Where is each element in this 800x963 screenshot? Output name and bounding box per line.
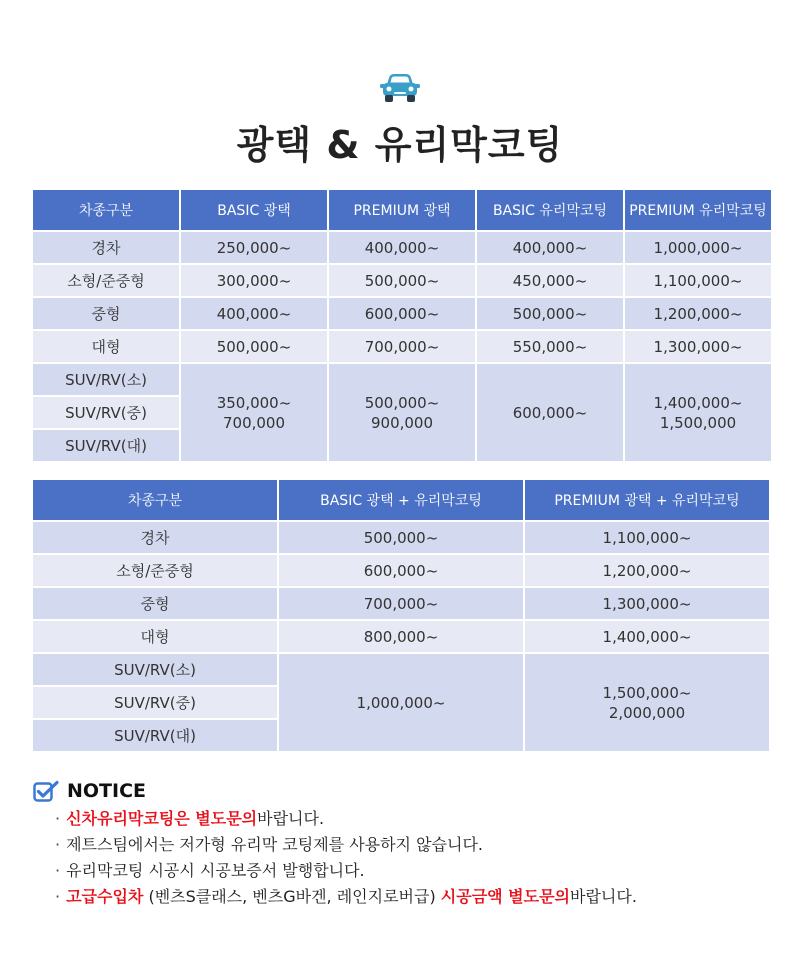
notice-text: 제트스팀에서는 저가형 유리막 코팅제를 사용하지 않습니다. — [66, 835, 484, 854]
price-cell: 550,000~ — [512, 337, 588, 356]
price-table-polish-coating — [31, 188, 773, 463]
notice-item — [55, 884, 773, 910]
price-cell: 400,000~ — [364, 238, 440, 257]
col-header-basic-polish: BASIC 광택 — [181, 190, 327, 230]
price-cell: 1,300,000~ — [602, 594, 692, 613]
price-cell: 1,200,000~ — [602, 561, 692, 580]
row-label: 대형 — [140, 628, 170, 646]
price-cell: 600,000~ — [363, 561, 439, 580]
bullet: · — [55, 835, 61, 854]
price-cell: 300,000~ — [216, 271, 292, 290]
price-line: 1,500,000~ — [602, 683, 692, 702]
notice-highlight: 고급수입차 — [66, 887, 144, 906]
price-line: 1,500,000 — [659, 413, 737, 432]
notice-list — [33, 806, 773, 910]
col-header-premium-polish: PREMIUM 광택 — [329, 190, 475, 230]
col-header-premium-combo: PREMIUM 광택 + 유리막코팅 — [525, 480, 769, 520]
row-label: 경차 — [140, 529, 170, 547]
row-label: 중형 — [140, 595, 170, 613]
table-row — [33, 298, 771, 329]
table-row — [33, 555, 769, 586]
col-header-category: 차종구분 — [33, 190, 179, 230]
bullet: · — [55, 809, 61, 828]
table-row — [33, 265, 771, 296]
notice-text: 바랍니다. — [570, 887, 637, 906]
price-cell: 500,000~ — [512, 304, 588, 323]
price-cell-merged — [181, 364, 327, 461]
col-header-premium-coating: PREMIUM 유리막코팅 — [625, 190, 771, 230]
price-cell: 1,200,000~ — [653, 304, 743, 323]
table-row-suv — [33, 364, 771, 395]
price-cell: 500,000~ — [363, 528, 439, 547]
price-cell-merged: 600,000~ — [477, 364, 623, 461]
price-cell: 1,100,000~ — [653, 271, 743, 290]
price-cell: 600,000~ — [364, 304, 440, 323]
notice-highlight: 신차유리막코팅은 별도문의 — [66, 809, 258, 828]
row-label: 경차 — [91, 239, 121, 257]
row-label: SUV/RV(대) — [33, 430, 179, 461]
price-cell: 700,000~ — [364, 337, 440, 356]
notice-item — [55, 806, 773, 832]
page-header — [0, 72, 800, 169]
notice-title: NOTICE — [67, 780, 147, 802]
price-line: 2,000,000 — [608, 703, 686, 722]
col-header-basic-combo: BASIC 광택 + 유리막코팅 — [279, 480, 523, 520]
price-line: 1,400,000~ — [653, 393, 743, 412]
col-header-category: 차종구분 — [33, 480, 277, 520]
row-label: 대형 — [91, 338, 121, 356]
row-label: 소형/준중형 — [116, 562, 194, 580]
price-line: 700,000 — [222, 413, 286, 432]
notice-highlight: 시공금액 별도문의 — [440, 887, 570, 906]
table-row — [33, 621, 769, 652]
price-cell-merged: 1,000,000~ — [279, 654, 523, 751]
price-cell: 700,000~ — [363, 594, 439, 613]
notice-text: (벤츠S클래스, 벤츠G바겐, 레인지로버급) — [143, 887, 441, 906]
row-label: SUV/RV(소) — [33, 654, 277, 685]
price-cell-merged — [329, 364, 475, 461]
table-row — [33, 331, 771, 362]
notice-item — [55, 832, 773, 858]
table-row — [33, 588, 769, 619]
price-cell-merged — [625, 364, 771, 461]
table-row — [33, 522, 769, 553]
table-row — [33, 232, 771, 263]
price-line: 350,000~ — [216, 393, 292, 412]
page-title: 광택 & 유리막코팅 — [236, 123, 564, 167]
price-cell: 500,000~ — [364, 271, 440, 290]
notice-header — [33, 780, 773, 802]
price-cell-merged — [525, 654, 769, 751]
bullet: · — [55, 861, 61, 880]
price-cell: 400,000~ — [216, 304, 292, 323]
bullet: · — [55, 887, 61, 906]
table-header-row — [33, 480, 769, 520]
price-cell: 1,100,000~ — [602, 528, 692, 547]
price-line: 500,000~ — [364, 393, 440, 412]
notice-item — [55, 858, 773, 884]
price-cell: 800,000~ — [363, 627, 439, 646]
notice-text: 바랍니다. — [257, 809, 325, 828]
price-cell: 400,000~ — [512, 238, 588, 257]
row-label: 소형/준중형 — [67, 272, 145, 290]
row-label: 중형 — [91, 305, 121, 323]
price-cell: 250,000~ — [216, 238, 292, 257]
row-label: SUV/RV(대) — [33, 720, 277, 751]
car-icon — [380, 72, 420, 104]
table-row-suv — [33, 654, 769, 685]
price-cell: 1,000,000~ — [653, 238, 743, 257]
col-header-basic-coating: BASIC 유리막코팅 — [477, 190, 623, 230]
row-label: SUV/RV(소) — [33, 364, 179, 395]
price-cell: 1,300,000~ — [653, 337, 743, 356]
price-cell: 500,000~ — [216, 337, 292, 356]
row-label: SUV/RV(중) — [33, 397, 179, 428]
table-header-row — [33, 190, 771, 230]
row-label: SUV/RV(중) — [33, 687, 277, 718]
price-cell: 450,000~ — [512, 271, 588, 290]
price-line: 900,000 — [370, 413, 434, 432]
checkbox-icon — [33, 780, 59, 802]
price-cell: 1,400,000~ — [602, 627, 692, 646]
notice-text: 유리막코팅 시공시 시공보증서 발행합니다. — [66, 861, 365, 880]
notice-section — [33, 780, 773, 910]
price-table-combo — [31, 478, 771, 753]
